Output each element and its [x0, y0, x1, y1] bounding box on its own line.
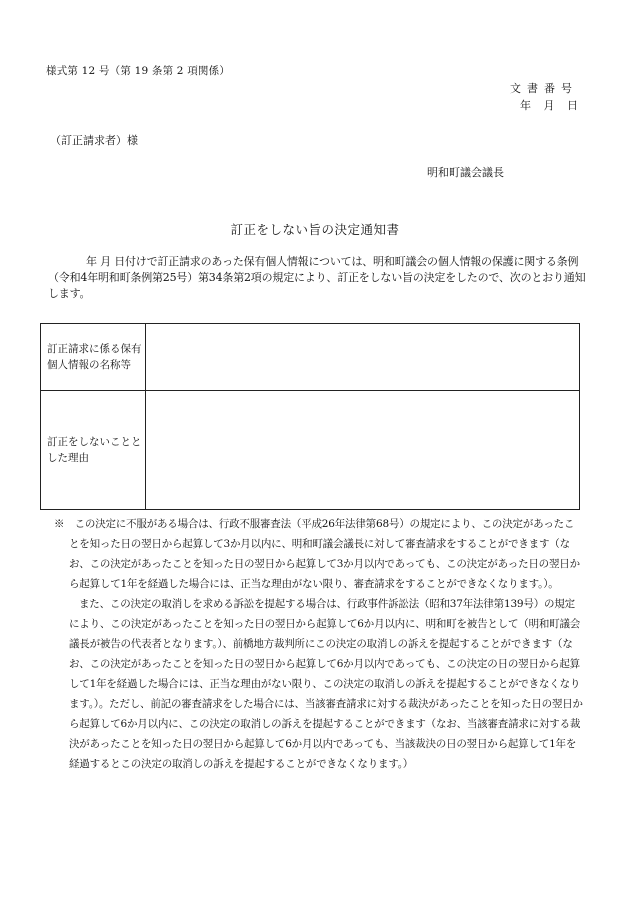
addressee: （訂正請求者）様	[50, 134, 138, 147]
row2-value	[146, 391, 580, 510]
row1-label: 訂正請求に係る保有個人情報の名称等	[41, 324, 146, 391]
notes-section	[54, 514, 584, 774]
table-row	[41, 391, 580, 510]
sender: 明和町議会議長	[427, 166, 504, 179]
intro-paragraph: 年 月 日付けで訂正請求のあった保有個人情報については、明和町議会の個人情報の保護に関する条例（令和4年明和町条例第25号）第34条第2項の規定により、訂正をしない旨の決定をしたので、次のとおり通知します。	[48, 255, 586, 300]
note-paragraph-2: また、この決定の取消しを求める訴訟を提起する場合は、行政事件訴訟法（昭和37年法律第139号）の規定により、この決定があったことを知った日の翌日から起算して6か月以内に、明和町を被告として（明和町議会議長が被告の代表者となります。）、前橋地方裁判所にこの決定の取消しの訴えを提起することができます（なお、この決定があったことを知った日の翌日から起算して6か月以内であっても、この決定の日の翌日から起算して1年を経過した場合には、正当な理由がない限り、この決定の取消しの訴えを提起することができなくなります。）。ただし、前記の審査請求をした場合には、当該審査請求に対する裁決があったことを知った日の翌日から起算して6か月以内に、この決定の取消しの訴えを提起することができます（なお、当該審査請求に対する裁決があったことを知った日の翌日から起算して6か月以内であっても、当該裁決の日の翌日から起算して1年を経過するとこの決定の取消しの訴えを提起することができなくなります。）	[69, 598, 583, 770]
row2-label: 訂正をしないこととした理由	[41, 391, 146, 510]
date-label: 年 月 日	[520, 99, 578, 112]
info-table	[40, 323, 580, 510]
note-paragraph-1: ※ この決定に不服がある場合は、行政不服審査法（平成26年法律第68号）の規定により、この決定があったことを知った日の翌日から起算して3か月以内に、明和町議会議長に対して審査請求をすることができます（なお、この決定があったことを知った日の翌日から起算して3か月以内であっても、この決定があった日の翌日から起算して1年を経過した場合には、正当な理由がない限り、審査請求をすることができなくなります。）。	[54, 518, 580, 590]
table-row	[41, 324, 580, 391]
form-number: 様式第 12 号（第 19 条第 2 項関係）	[46, 65, 231, 77]
row1-value	[146, 324, 580, 391]
document-number-label: 文書番号	[510, 82, 578, 95]
document-title: 訂正をしない旨の決定通知書	[230, 222, 400, 237]
